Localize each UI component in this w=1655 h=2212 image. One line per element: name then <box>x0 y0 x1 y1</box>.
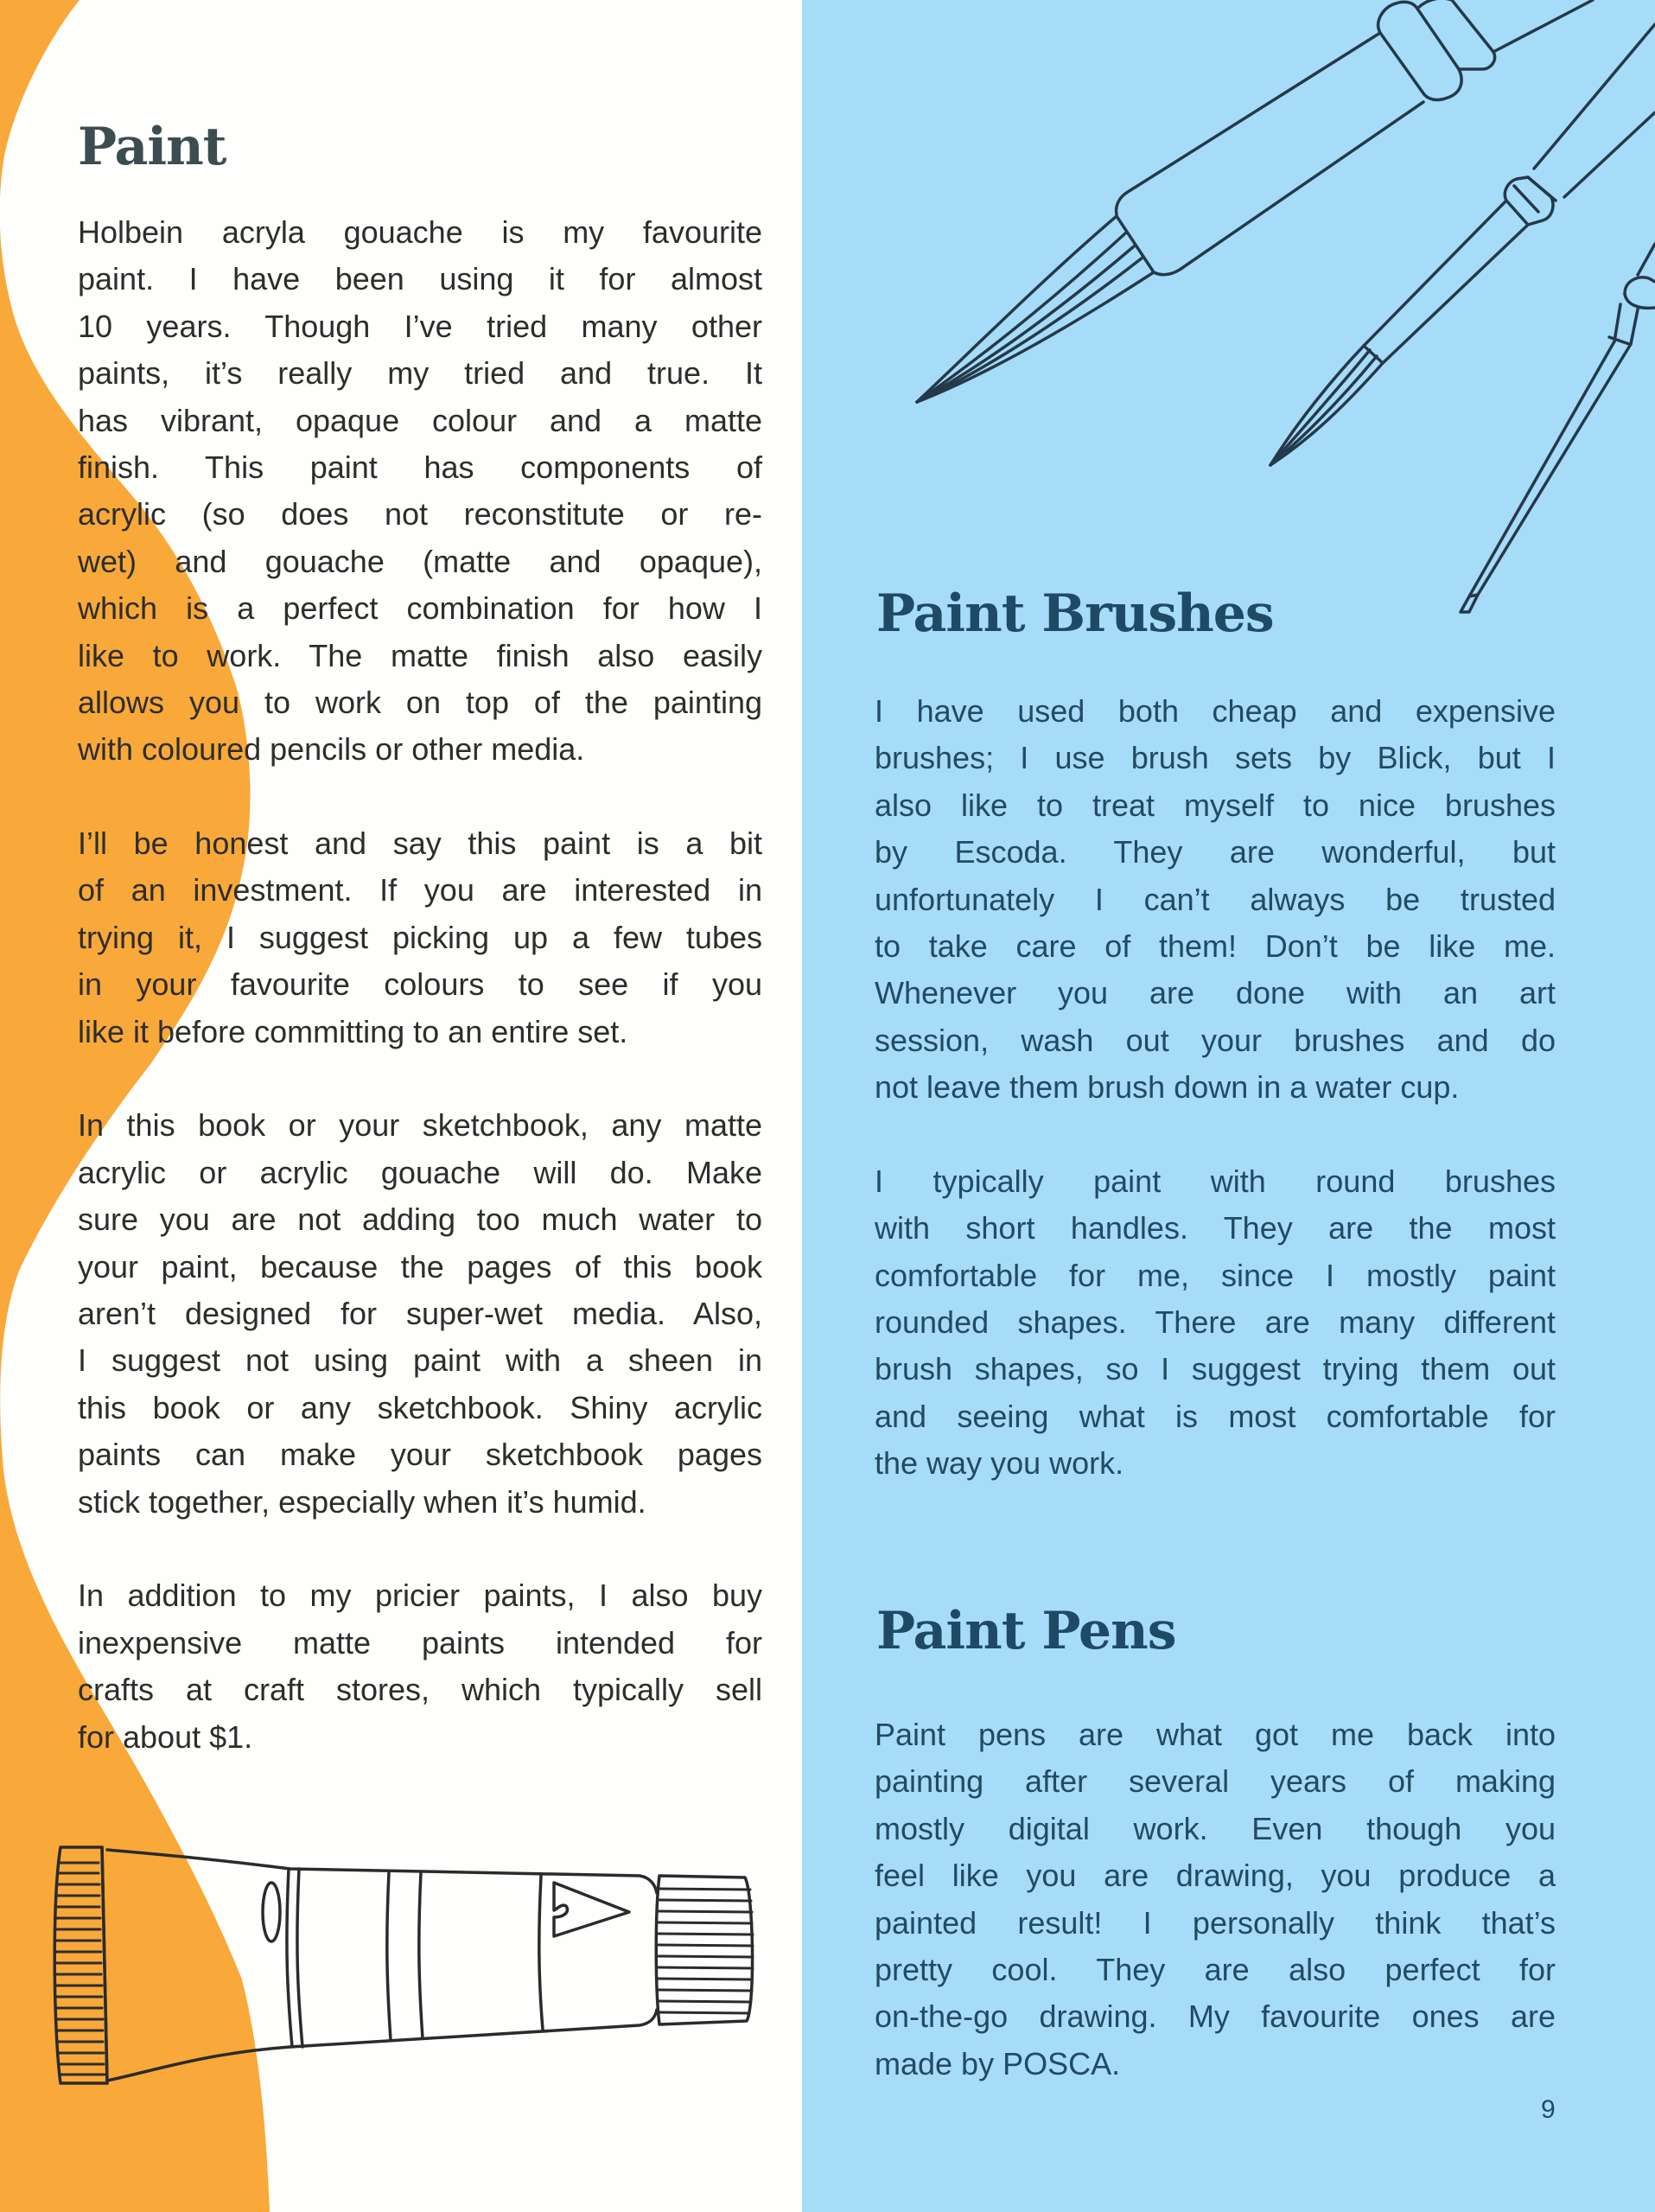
text-line: finish. This paint has components of <box>78 449 762 485</box>
paint-brushes-body-text <box>875 688 1556 1534</box>
text-line: like it before committing to an entire set. <box>78 1013 628 1049</box>
text-line: feel like you are drawing, you produce a <box>875 1858 1556 1894</box>
paragraph <box>875 1712 1556 2088</box>
text-line: also like to treat myself to nice brushes <box>875 787 1556 823</box>
text-line: wet) and gouache (matte and opaque), <box>78 543 762 579</box>
text-line: crafts at craft stores, which typically sell <box>78 1672 762 1708</box>
section-heading-paint-pens: Paint Pens <box>876 1601 1176 1661</box>
paint-brushes-icon <box>802 0 1655 657</box>
section-heading-paint-brushes: Paint Brushes <box>876 583 1274 644</box>
right-page <box>802 0 1655 2212</box>
text-line: aren’t designed for super-wet media. Also, <box>78 1295 762 1331</box>
text-line: brushes; I use brush sets by Blick, but I <box>875 740 1556 776</box>
text-line: unfortunately I can’t always be trusted <box>875 881 1556 917</box>
text-line: I’ll be honest and say this paint is a bit <box>78 826 762 862</box>
text-line: paint. I have been using it for almost <box>78 261 762 297</box>
text-line: session, wash out your brushes and do <box>875 1022 1556 1058</box>
text-line: acrylic or acrylic gouache will do. Make <box>78 1154 762 1190</box>
text-line: I suggest not using paint with a sheen in <box>78 1342 762 1379</box>
text-line: 10 years. Though I’ve tried many other <box>78 308 762 344</box>
text-line: In this book or your sketchbook, any matte <box>78 1107 762 1144</box>
section-heading-paint: Paint <box>78 117 226 177</box>
text-line: rounded shapes. There are many different <box>875 1304 1556 1341</box>
text-line: allows you to work on top of the painting <box>78 684 762 720</box>
text-line: the way you work. <box>875 1445 1124 1482</box>
text-line: which is a perfect combination for how I <box>78 590 762 627</box>
text-line: your paint, because the pages of this book <box>78 1248 762 1284</box>
page-number: 9 <box>1541 2095 1556 2124</box>
text-line: mostly digital work. Even though you <box>875 1810 1556 1846</box>
left-page <box>0 0 802 2212</box>
paragraph <box>875 688 1556 1112</box>
text-line: on-the-go drawing. My favourite ones are <box>875 1998 1556 2035</box>
text-line: trying it, I suggest picking up a few tubes <box>78 919 762 955</box>
text-line: with coloured pencils or other media. <box>78 731 585 768</box>
text-line: comfortable for me, since I mostly paint <box>875 1257 1556 1293</box>
text-line: to take care of them! Don’t be like me. <box>875 928 1556 964</box>
text-line: like to work. The matte finish also easily <box>78 637 762 673</box>
text-line: with short handles. They are the most <box>875 1210 1556 1246</box>
text-line: Whenever you are done with an art <box>875 975 1556 1011</box>
text-line: paints can make your sketchbook pages <box>78 1437 762 1473</box>
text-line: Holbein acryla gouache is my favourite <box>78 214 762 250</box>
text-line: brush shapes, so I suggest trying them out <box>875 1351 1556 1387</box>
text-line: has vibrant, opaque colour and a matte <box>78 402 762 438</box>
text-line: not leave them brush down in a water cup. <box>875 1069 1460 1106</box>
text-line: painted result! I personally think that’s <box>875 1904 1556 1941</box>
text-line: acrylic (so does not reconstitute or re- <box>78 496 762 532</box>
text-line: in your favourite colours to see if you <box>78 966 762 1003</box>
text-line: paints, it’s really my tried and true. It <box>78 355 762 392</box>
text-line: of an investment. If you are interested in <box>78 872 762 908</box>
text-line: and seeing what is most comfortable for <box>875 1398 1556 1434</box>
text-line: this book or any sketchbook. Shiny acrylic <box>78 1389 762 1425</box>
text-line: pretty cool. They are also perfect for <box>875 1951 1556 1987</box>
text-line: Paint pens are what got me back into <box>875 1717 1556 1752</box>
text-line: In addition to my pricier paints, I also buy <box>78 1578 762 1614</box>
text-line: stick together, especially when it’s humid. <box>78 1483 646 1520</box>
text-line: inexpensive matte paints intended for <box>78 1624 762 1661</box>
text-line: I typically paint with round brushes <box>875 1163 1556 1199</box>
text-line: made by POSCA. <box>875 2045 1121 2081</box>
text-line: by Escoda. They are wonderful, but <box>875 834 1556 870</box>
text-line: for about $1. <box>78 1718 253 1755</box>
text-line: I have used both cheap and expensive <box>875 693 1556 729</box>
paragraph <box>875 1158 1556 1488</box>
paint-tube-icon <box>0 0 802 2212</box>
paint-pens-body-text <box>875 1712 1556 2135</box>
text-line: painting after several years of making <box>875 1763 1556 1800</box>
text-line: sure you are not adding too much water to <box>78 1202 762 1238</box>
